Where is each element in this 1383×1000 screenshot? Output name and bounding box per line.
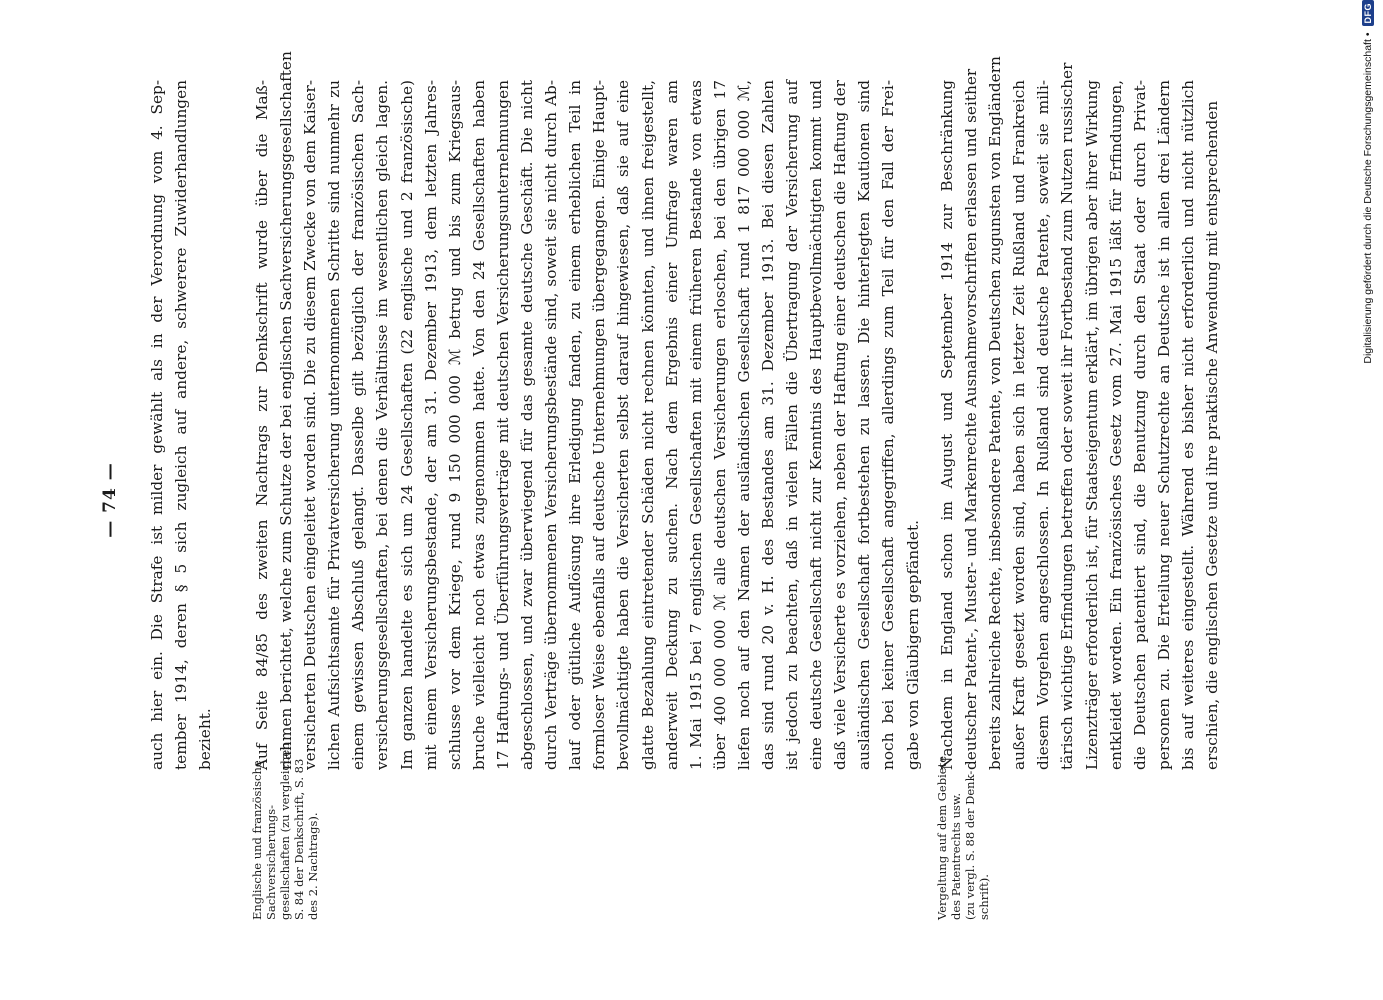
- text-line: über 400 000 000 ℳ alle deutschen Versicherungen erloschen, bei den übrigen 17: [710, 80, 729, 770]
- text-line: tember 1914, deren § 5 sich zugleich auf andere, schwerere Zuwiderhandlungen: [172, 80, 191, 770]
- text-line: Lizenzträger erforderlich ist, für Staatseigentum erklärt, im übrigen aber ihrer Wirkung: [1082, 80, 1101, 770]
- text-line: des Patentrechts usw.: [949, 792, 963, 920]
- text-line: noch bei keiner Gesellschaft angegriffen, allerdings zum Teil für den Fall der Frei-: [879, 80, 898, 770]
- text-line: bis auf weiteres eingestellt. Während es bisher nicht erforderlich und nicht nützlich: [1178, 80, 1197, 770]
- text-line: einem gewissen Abschluß gelangt. Dasselbe gilt bezüglich der französischen Sach-: [349, 80, 368, 770]
- text-line: Englische und französische: [250, 760, 264, 920]
- text-line: die Deutschen patentiert sind, die Benutzung durch den Staat oder durch Privat-: [1130, 80, 1149, 770]
- text-line: mit einem Versicherungsbestande, der am 31. Dezember 1913, dem letzten Jahres-: [421, 80, 440, 770]
- text-line: ausländischen Gesellschaft fortbestehen zu lassen. Die hinterlegten Kautionen sind: [855, 80, 874, 770]
- text-line: bruche vielleicht noch etwas zugenommen hatte. Von den 24 Gesellschaften haben: [469, 80, 488, 770]
- text-line: 1. Mai 1915 bei 7 englischen Gesellschaften mit einem früheren Bestande von etwas: [686, 80, 705, 770]
- page-number: — 74 —: [100, 462, 120, 538]
- text-line: Nachdem in England schon im August und September 1914 zur Beschränkung: [938, 80, 956, 770]
- text-line: Sachversicherungs-: [264, 804, 278, 920]
- text-line: Auf Seite 84/85 des zweiten Nachtrags zur Denkschrift wurde über die Maß-: [253, 80, 271, 770]
- text-line: formloser Weise ebenfalls auf deutsche Unternehmungen übergegangen. Einige Haupt-: [590, 80, 609, 770]
- text-line: glatte Bezahlung eintretender Schäden nicht rechnen könnten, und ihnen freigestellt,: [638, 80, 657, 770]
- text-line: lichen Aufsichtsamte für Privatversicherung unternommenen Schritte sind nunmehr zu: [325, 80, 344, 770]
- credit-text: Digitalisierung gefördert durch die Deutsche Forschungsgemeinschaft •: [1362, 32, 1374, 364]
- paragraph-intro: [145, 80, 217, 770]
- margin-note-patents: [935, 755, 991, 920]
- text-line: personen zu. Die Erteilung neuer Schutzrechte an Deutsche ist in allen drei Ländern: [1154, 80, 1173, 770]
- text-line: erschien, die englischen Gesetze und ihre praktische Anwendung mit entsprechenden: [1203, 100, 1222, 770]
- paragraph-patents: [935, 56, 1224, 770]
- text-line: diesem Vorgehen angeschlossen. In Rußland sind deutsche Patente, soweit sie mili-: [1034, 80, 1053, 770]
- text-line: nahmen berichtet, welche zum Schutze der bei englischen Sachversicherungsgesellschaften: [277, 51, 296, 770]
- text-line: tärisch wichtige Erfindungen betreffen oder soweit ihr Fortbestand zum Nutzen russischer: [1058, 62, 1077, 770]
- text-line: Im ganzen handelte es sich um 24 Gesellschaften (22 englische und 2 französische): [397, 80, 416, 770]
- text-line: bevollmächtigte haben die Versicherten selbst darauf hingewiesen, daß sie auf eine: [614, 80, 633, 770]
- text-line: bereits zahlreiche Rechte, insbesondere Patente, von Deutschen zugunsten von Engländern: [986, 56, 1005, 770]
- text-line: anderweit Deckung zu suchen. Nach dem Ergebnis einer Umfrage waren am: [662, 80, 681, 770]
- text-line: daß viele Versicherte es vorziehen, neben der Haftung einer deutschen die Haftung der: [831, 80, 850, 770]
- text-line: eine deutsche Gesellschaft nicht zur Kenntnis des Hauptbevollmächtigten kommt und: [807, 80, 826, 770]
- text-line: schrift).: [977, 874, 991, 920]
- text-line: das sind rund 20 v. H. des Bestandes am 31. Dezember 1913. Bei diesen Zahlen: [758, 80, 777, 770]
- text-line: (zu vergl. S. 88 der Denk-: [963, 770, 977, 920]
- text-line: bezieht.: [196, 708, 215, 770]
- text-line: durch Verträge übernommenen Versicherungsbestände sind, soweit sie nicht durch Ab-: [542, 80, 561, 770]
- text-line: entkleidet worden. Ein französisches Gesetz vom 27. Mai 1915 läßt für Erfindungen,: [1106, 80, 1125, 770]
- text-line: deutscher Patent-, Muster- und Markenrechte Ausnahmevorschriften erlassen und seither: [962, 68, 981, 770]
- text-line: versicherten Deutschen eingeleitet worden sind. Die zu diesem Zwecke von dem Kaiser-: [301, 80, 320, 770]
- text-line: liefen noch auf den Namen der ausländischen Gesellschaft rund 1 817 000 000 ℳ,: [734, 80, 753, 770]
- text-line: ist jedoch zu beachten, daß in vielen Fällen die Übertragung der Versicherung auf: [783, 80, 802, 770]
- paragraph-insurance: [250, 51, 925, 770]
- text-line: lauf oder gütliche Auflösung ihre Erledigung fanden, zu einem erheblichen Teil in: [566, 80, 585, 770]
- text-line: gabe von Gläubigern gepfändet.: [903, 520, 922, 770]
- text-line: abgeschlossen, und zwar überwiegend für das gesamte deutsche Geschäft. Die nicht: [518, 80, 537, 770]
- text-line: gesellschaften (zu vergleichen: [278, 742, 292, 920]
- text-line: Vergeltung auf dem Gebiete: [935, 755, 949, 920]
- text-line: S. 84 der Denkschrift, S. 83: [292, 758, 306, 920]
- text-line: 17 Haftungs- und Überführungsverträge mit deutschen Versicherungsunternehmungen: [493, 80, 512, 770]
- text-line: versicherungsgesellschaften, bei denen die Verhältnisse im wesentlichen gleich lagen.: [373, 80, 392, 770]
- text-line: außer Kraft gesetzt worden sind, haben sich in letzter Zeit Rußland und Frankreich: [1010, 80, 1029, 770]
- dfg-badge: DFG: [1362, 0, 1374, 27]
- margin-note-insurance: [250, 742, 320, 920]
- text-line: schlusse vor dem Kriege, rund 9 150 000 000 ℳ betrug und bis zum Kriegsaus-: [445, 80, 464, 770]
- digitization-credit: [1362, 0, 1374, 1000]
- text-line: auch hier ein. Die Strafe ist milder gewählt als in der Verordnung vom 4. Sep-: [148, 80, 166, 770]
- text-line: des 2. Nachtrags).: [306, 812, 320, 920]
